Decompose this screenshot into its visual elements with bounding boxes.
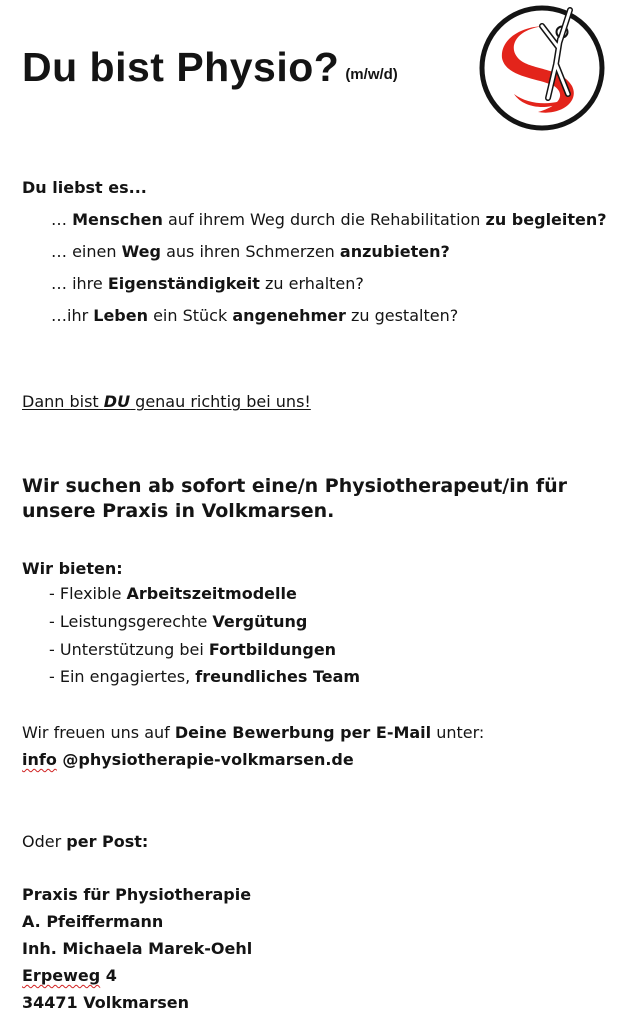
intro-lead: Du liebst es... [22,178,147,197]
offer-item: - Ein engagiertes, freundliches Team [49,667,361,686]
email-domain: @physiotherapie-volkmarsen.de [56,750,354,769]
page-title [22,42,398,100]
offer-item: - Unterstützung bei Fortbildungen [49,640,337,659]
physio-figure-logo-icon [476,2,608,134]
intro-line: …ihr Leben ein Stück angenehmer zu gestalten? [51,306,459,325]
title-text: Du bist Physio? [22,44,340,90]
intro-line: … einen Weg aus ihren Schmerzen anzubieten? [51,242,450,261]
address-city: 34471 Volkmarsen [22,993,189,1012]
intro-line: … ihre Eigenständigkeit zu erhalten? [51,274,364,293]
title-suffix: (m/w/d) [345,66,398,83]
address-line: A. Pfeiffermann [22,912,164,931]
offer-item: - Flexible Arbeitszeitmodelle [49,584,297,603]
post-text: Oder per Post: [22,832,149,851]
apply-text: Wir freuen uns auf Deine Bewerbung per E-Mail unter: [22,723,485,742]
search-heading: Wir suchen ab sofort eine/n Physiotherapeut/in für unsere Praxis in Volkmarsen. [22,475,568,522]
offer-heading: Wir bieten: [22,559,123,578]
intro-line: … Menschen auf ihrem Weg durch die Rehabilitation zu begleiten? [51,210,607,229]
email-address-link[interactable] [22,749,354,771]
email-user: info [22,750,57,769]
address-street: Erpeweg 4 [22,966,117,985]
address-line: Praxis für Physiotherapie [22,885,252,904]
address-line: Inh. Michaela Marek-Oehl [22,939,253,958]
callout-text: Dann bist DU genau richtig bei uns! [22,392,311,411]
offer-item: - Leistungsgerechte Vergütung [49,612,308,631]
